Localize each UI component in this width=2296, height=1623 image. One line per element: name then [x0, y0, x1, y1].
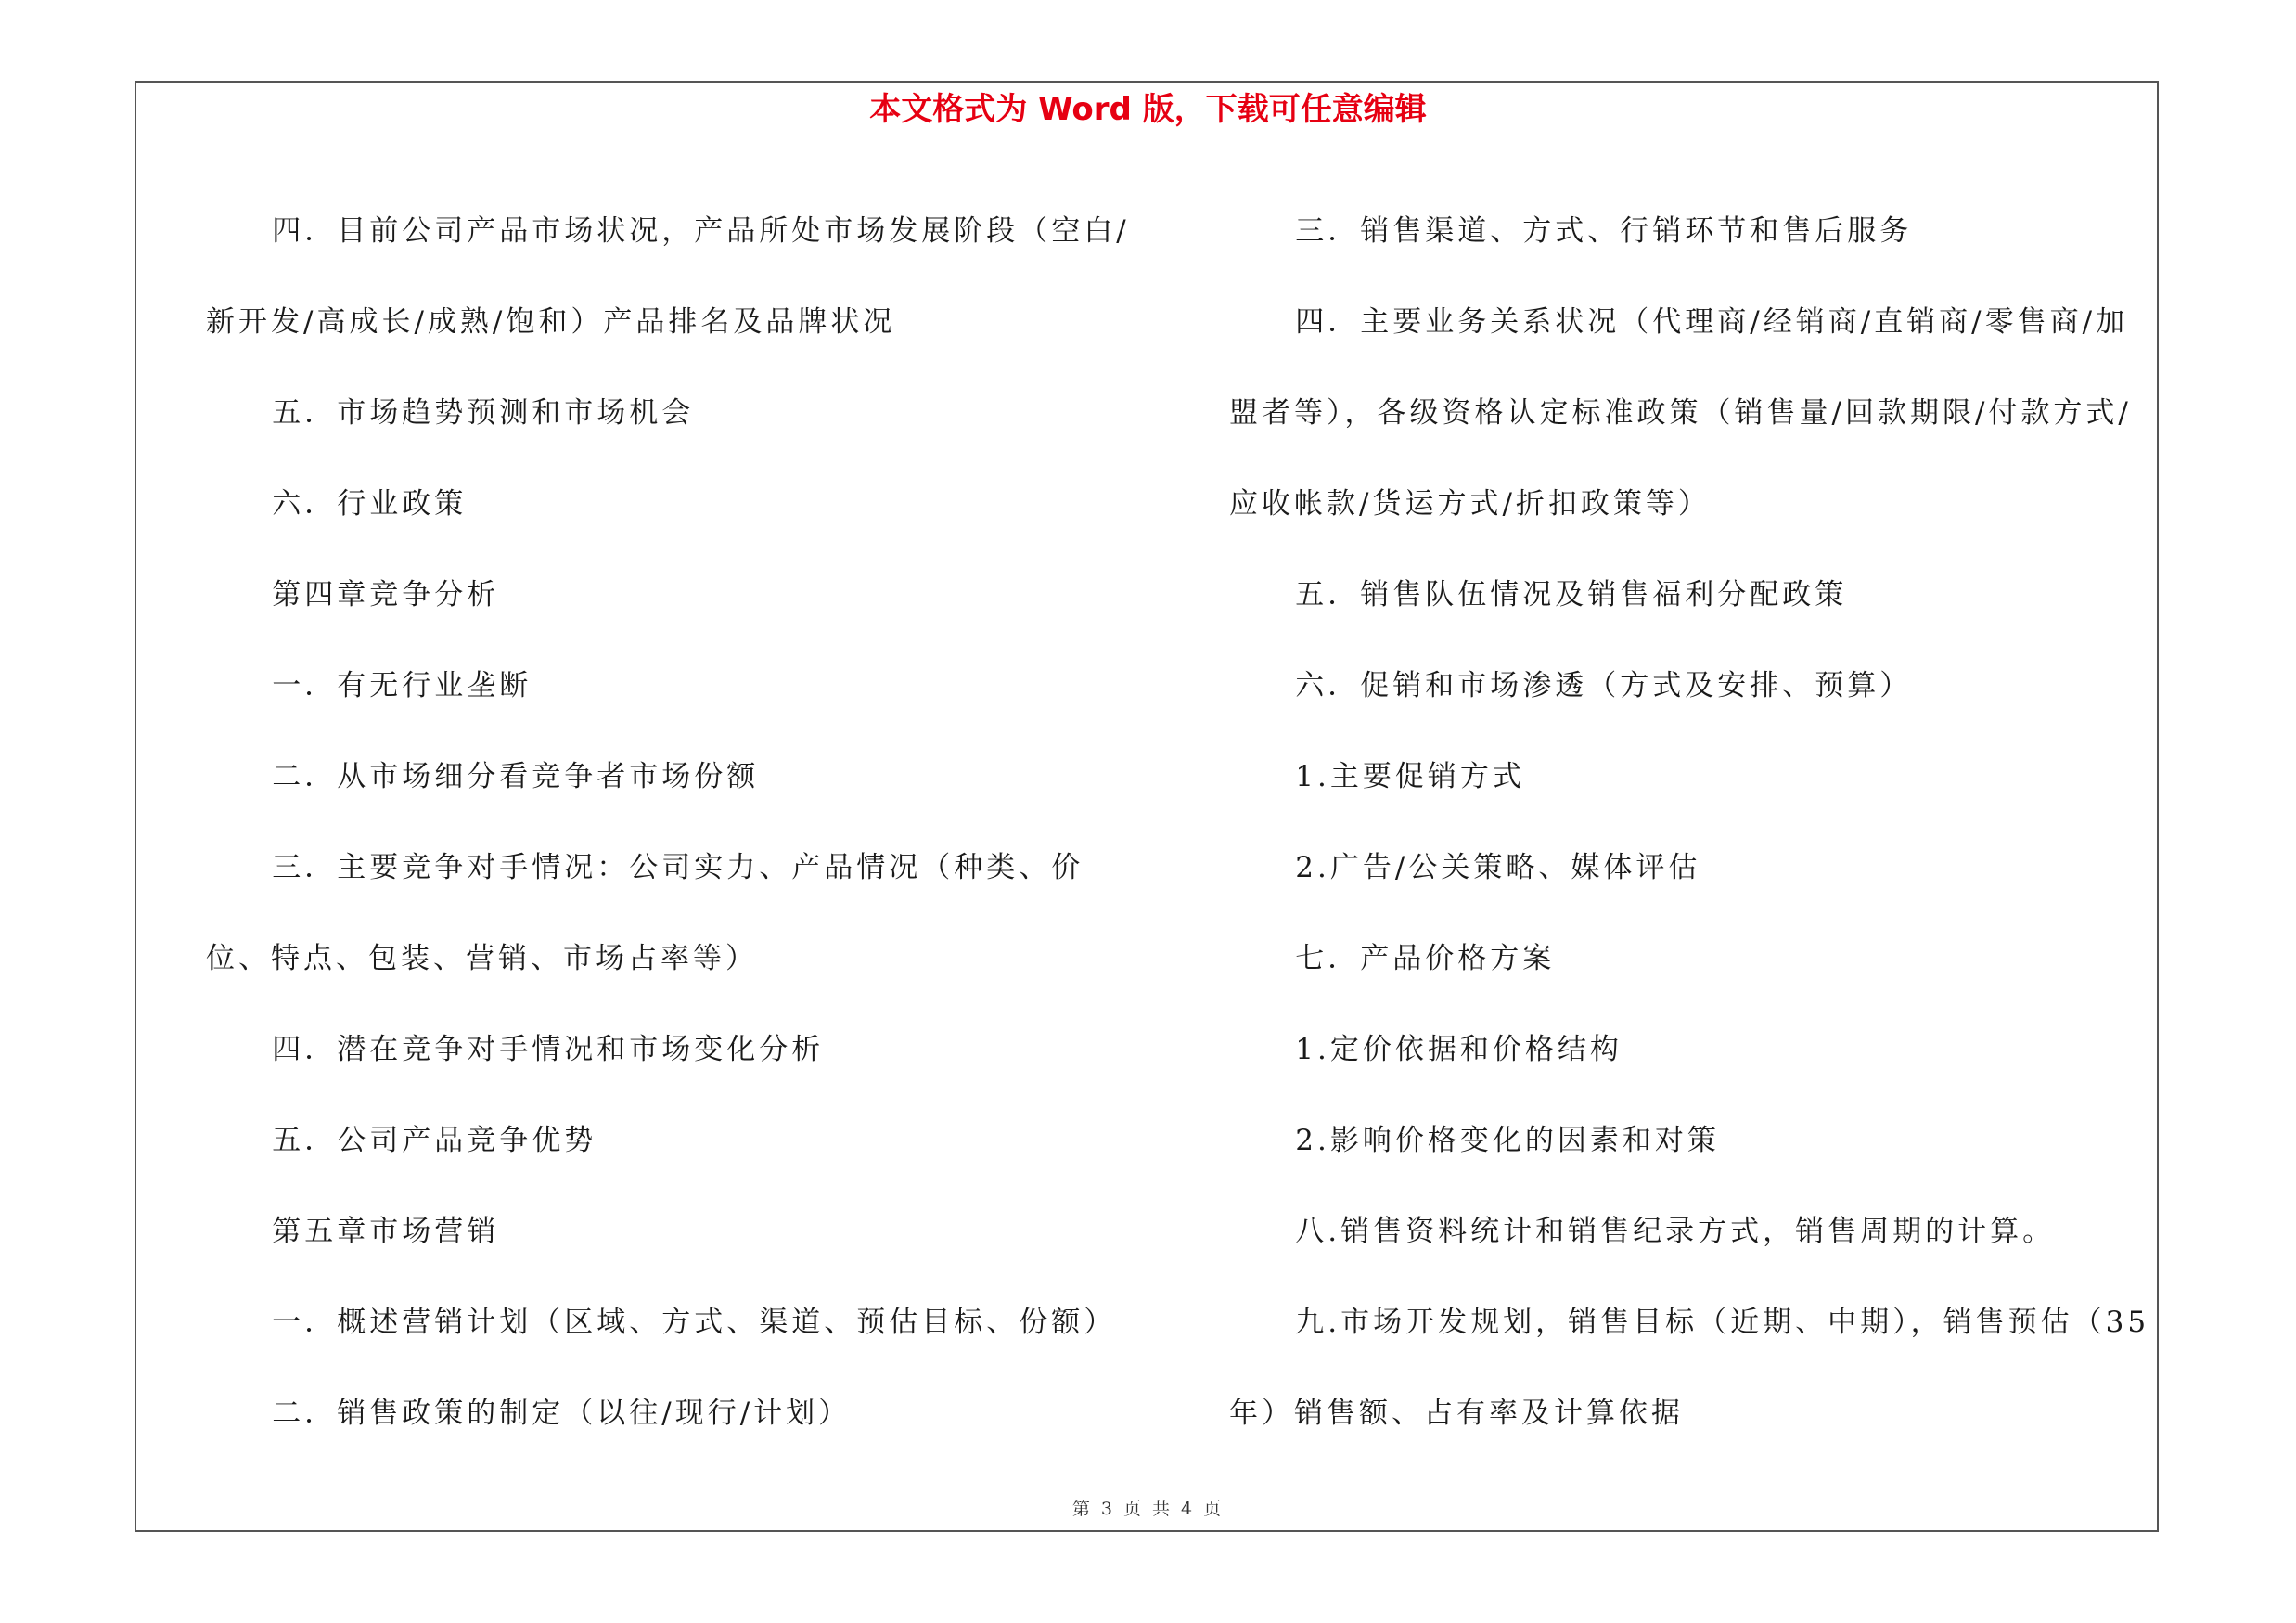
document-banner: 本文格式为 Word 版，下载可任意编辑 — [869, 91, 1427, 128]
paragraph: 五．市场趋势预测和市场机会 — [272, 396, 695, 430]
paragraph: 一．概述营销计划（区域、方式、渠道、预估目标、份额） — [272, 1306, 1117, 1339]
paragraph: 三．销售渠道、方式、行销环节和售后服务 — [1295, 214, 1913, 248]
list-item: 1.主要促销方式 — [1295, 760, 1525, 793]
paragraph: 四．潜在竞争对手情况和市场变化分析 — [272, 1033, 825, 1066]
list-item: 1.定价依据和价格结构 — [1295, 1033, 1623, 1066]
paragraph: 五．销售队伍情况及销售福利分配政策 — [1295, 578, 1848, 612]
paragraph: 二．销售政策的制定（以往/现行/计划） — [272, 1397, 852, 1430]
paragraph: 二．从市场细分看竞争者市场份额 — [272, 760, 760, 793]
list-item: 2.影响价格变化的因素和对策 — [1295, 1124, 1720, 1157]
page-number: 第 3 页 共 4 页 — [1071, 1499, 1225, 1519]
paragraph: 四．目前公司产品市场状况，产品所处市场发展阶段（空白/新开发/高成长/成熟/饱和）产品排名及品牌状况 — [206, 214, 1130, 339]
chapter-heading: 第五章市场营销 — [272, 1215, 500, 1248]
chapter-heading: 第四章竞争分析 — [272, 578, 500, 612]
paragraph: 三．主要竞争对手情况：公司实力、产品情况（种类、价位、特点、包装、营销、市场占率等） — [206, 851, 1084, 975]
paragraph: 六．促销和市场渗透（方式及安排、预算） — [1295, 669, 1913, 702]
paragraph: 八.销售资料统计和销售纪录方式，销售周期的计算。 — [1295, 1215, 2056, 1248]
paragraph: 九.市场开发规划，销售目标（近期、中期），销售预估（35年）销售额、占有率及计算依据 — [1229, 1306, 2150, 1430]
right-column — [1229, 186, 2154, 1459]
paragraph: 七．产品价格方案 — [1295, 942, 1556, 975]
left-column — [206, 186, 1138, 1459]
paragraph: 六．行业政策 — [272, 487, 468, 521]
paragraph: 四．主要业务关系状况（代理商/经销商/直销商/零售商/加盟者等），各级资格认定标准政策（销售量/回款期限/付款方式/应收帐款/货运方式/折扣政策等） — [1229, 305, 2132, 521]
paragraph: 一．有无行业垄断 — [272, 669, 532, 702]
paragraph: 五．公司产品竞争优势 — [272, 1124, 597, 1157]
list-item: 2.广告/公关策略、媒体评估 — [1295, 851, 1701, 884]
